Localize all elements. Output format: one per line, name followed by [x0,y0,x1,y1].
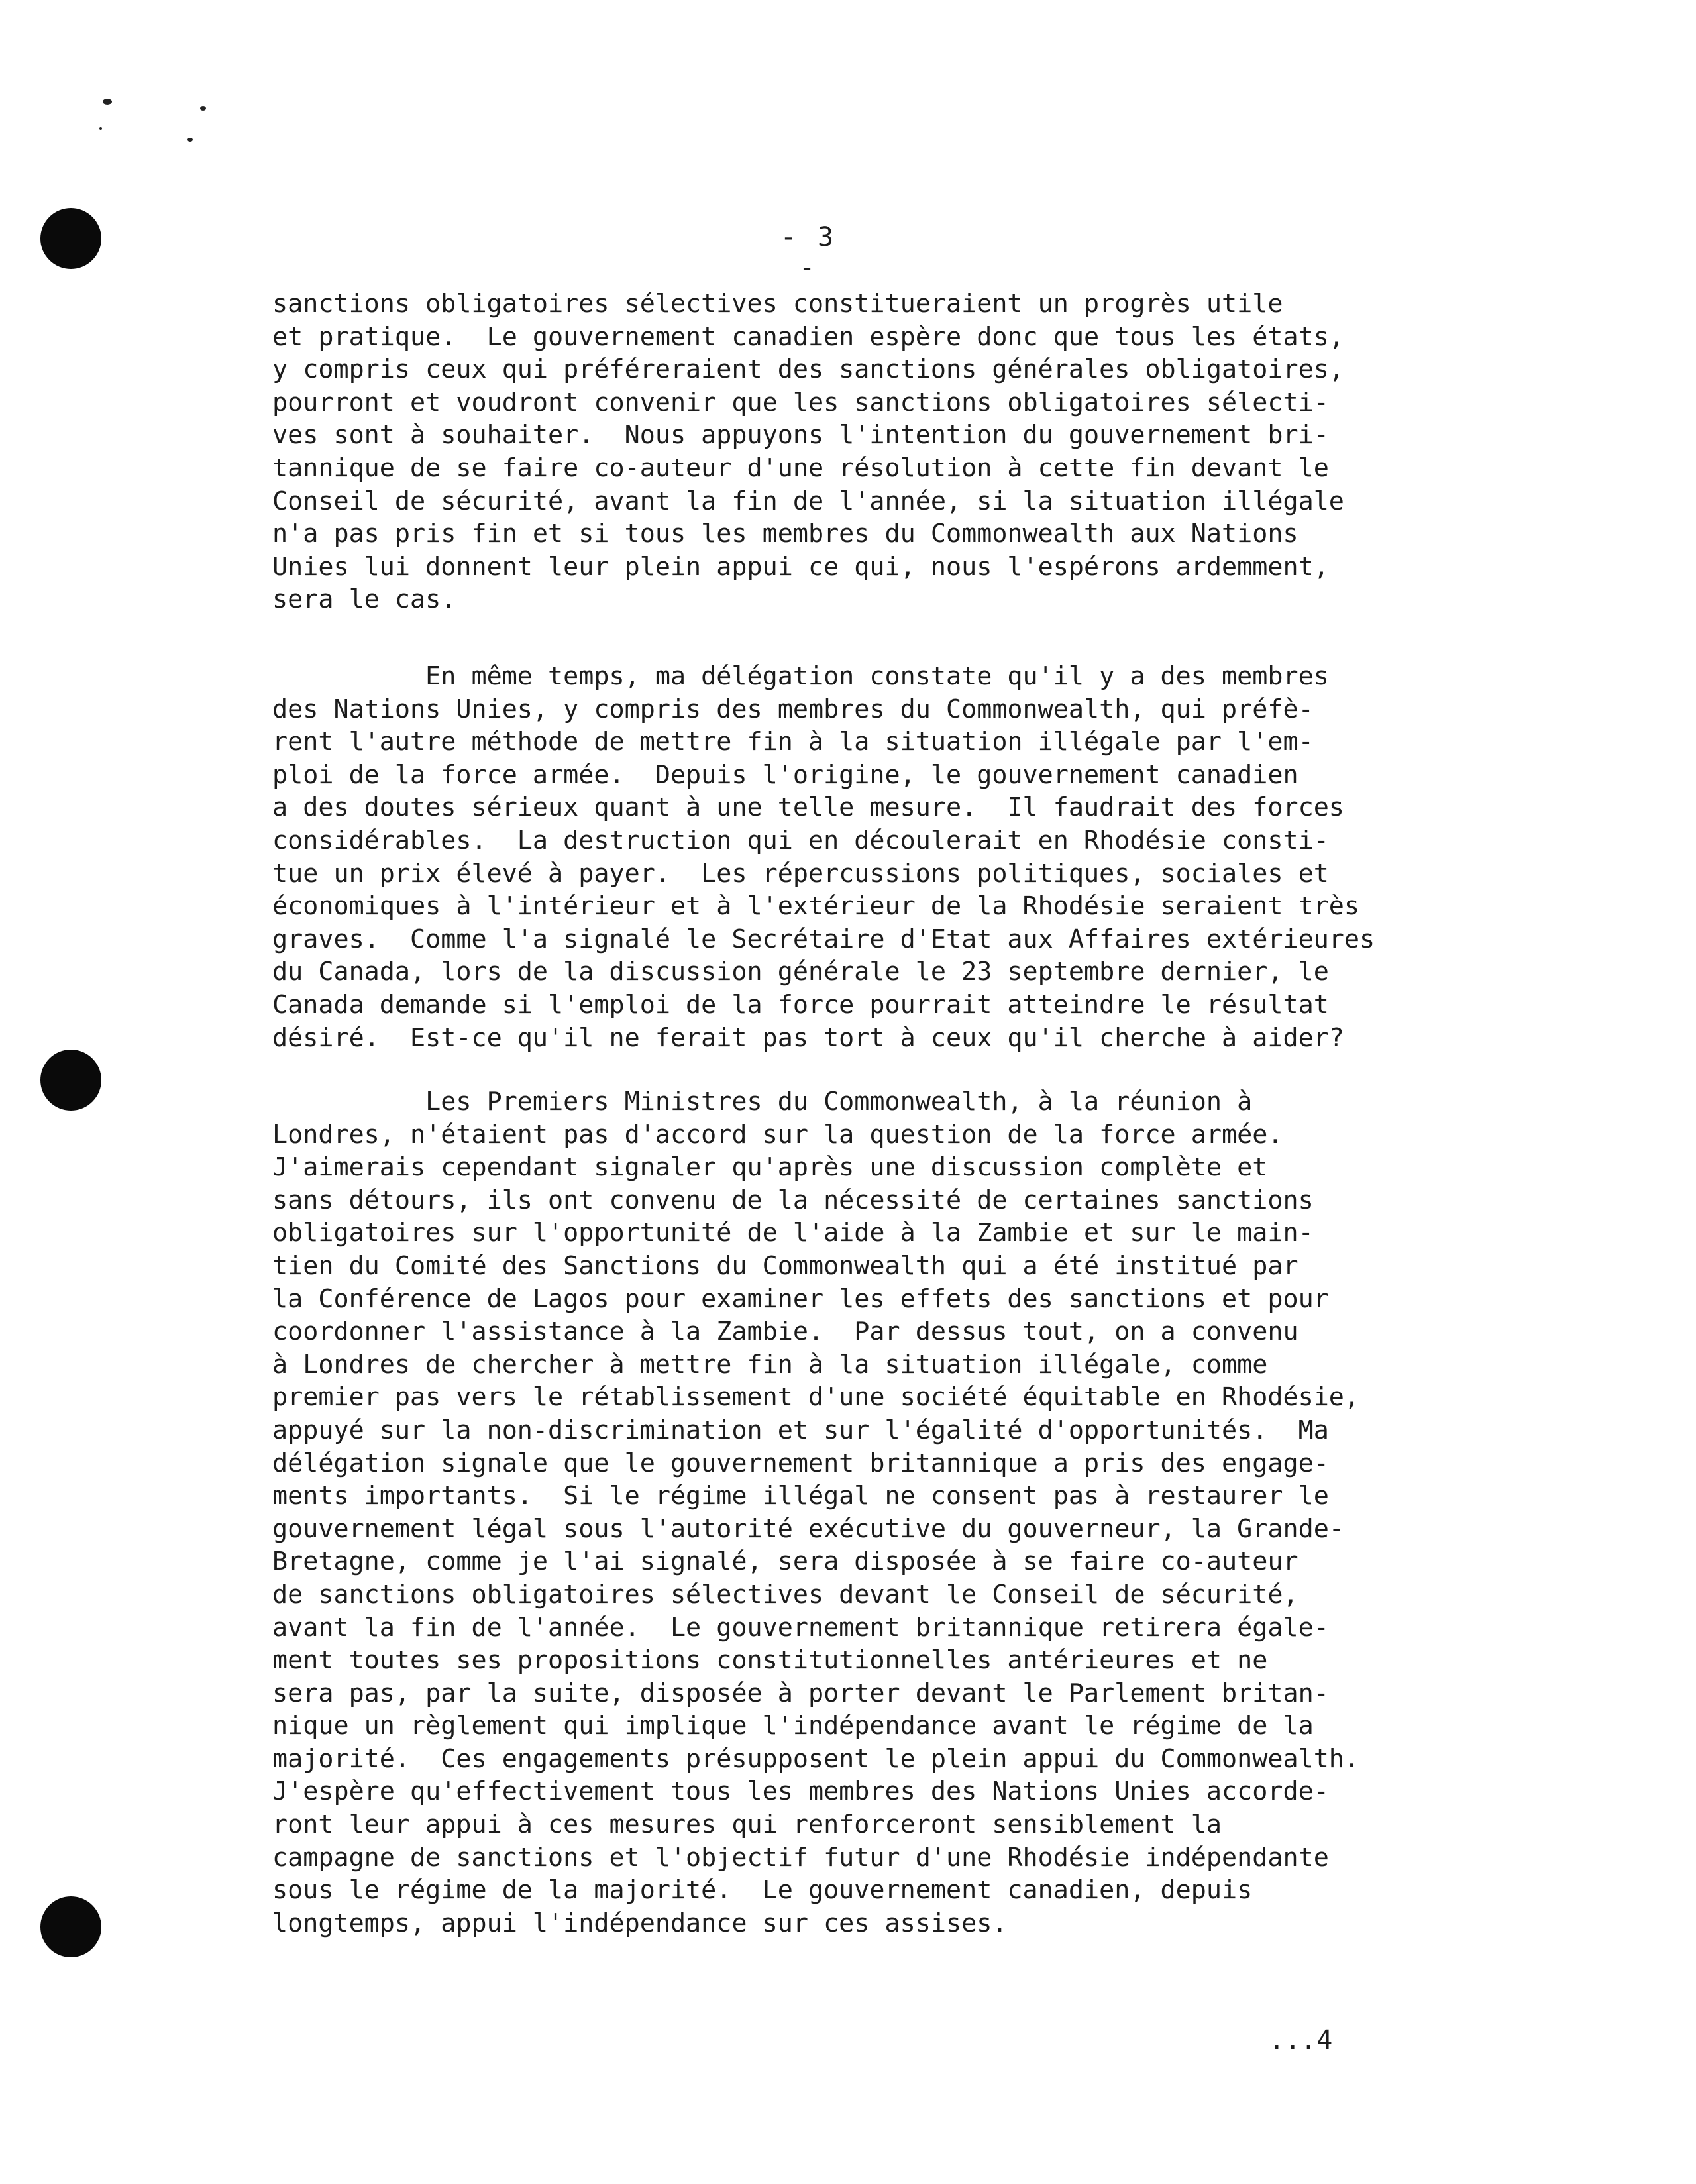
paragraph-1 [272,288,1478,616]
text-line: délégation signale que le gouvernement britannique a pris des engage- [272,1448,1329,1478]
scan-speck [187,138,193,142]
text-line: considérables. La destruction qui en découlerait en Rhodésie consti- [272,825,1329,855]
text-line: appuyé sur la non-discrimination et sur l'égalité d'opportunités. Ma [272,1415,1329,1445]
text-line: premier pas vers le rétablissement d'une société équitable en Rhodésie, [272,1382,1360,1413]
scan-speck [200,106,206,111]
text-line: Canada demande si l'emploi de la force pourrait atteindre le résultat [272,989,1329,1020]
text-line: du Canada, lors de la discussion générale le 23 septembre dernier, le [272,957,1329,987]
punch-hole-bottom [40,1896,101,1957]
text-line: majorité. Ces engagements présupposent le plein appui du Commonwealth. [272,1743,1360,1774]
continuation-marker: ...4 [1269,2025,1333,2055]
text-line: avant la fin de l'année. Le gouvernement britannique retirera égale- [272,1612,1329,1643]
text-line: longtemps, appui l'indépendance sur ces assises. [272,1908,1008,1938]
text-line: Les Premiers Ministres du Commonwealth, à la réunion à [272,1087,1253,1117]
text-line: a des doutes sérieux quant à une telle mesure. Il faudrait des forces [272,792,1344,823]
text-line: ront leur appui à ces mesures qui renforceront sensiblement la [272,1810,1222,1840]
text-line: campagne de sanctions et l'objectif futur d'une Rhodésie indépendante [272,1842,1329,1873]
text-line: sanctions obligatoires sélectives constitueraient un progrès utile [272,289,1283,319]
text-line: la Conférence de Lagos pour examiner les effets des sanctions et pour [272,1283,1329,1314]
text-line: et pratique. Le gouvernement canadien espère donc que tous les états, [272,321,1344,352]
text-line: tien du Comité des Sanctions du Commonwealth qui a été institué par [272,1250,1298,1281]
text-line: coordonner l'assistance à la Zambie. Par dessus tout, on a convenu [272,1317,1298,1347]
text-line: En même temps, ma délégation constate qu'il y a des membres [272,661,1329,691]
text-line: pourront et voudront convenir que les sanctions obligatoires sélecti- [272,387,1329,417]
text-line: ploi de la force armée. Depuis l'origine, le gouvernement canadien [272,759,1298,790]
text-line: nique un règlement qui implique l'indépendance avant le régime de la [272,1711,1314,1741]
text-line: de sanctions obligatoires sélectives devant le Conseil de sécurité, [272,1579,1298,1610]
text-line: tue un prix élevé à payer. Les répercussions politiques, sociales et [272,858,1329,889]
text-line: gouvernement légal sous l'autorité exécutive du gouverneur, la Grande- [272,1513,1344,1544]
text-line: tannique de se faire co-auteur d'une résolution à cette fin devant le [272,453,1329,483]
text-line: Unies lui donnent leur plein appui ce qui, nous l'espérons ardemment, [272,551,1329,582]
text-line: ves sont à souhaiter. Nous appuyons l'intention du gouvernement bri- [272,420,1329,451]
scan-speck [103,99,112,105]
text-line: sous le régime de la majorité. Le gouvernement canadien, depuis [272,1875,1253,1906]
text-line: ment toutes ses propositions constitutionnelles antérieures et ne [272,1645,1268,1676]
paragraph-2 [272,660,1478,1054]
text-line: des Nations Unies, y compris des membres du Commonwealth, qui préfè- [272,694,1314,724]
text-line: économiques à l'intérieur et à l'extérieur de la Rhodésie seraient très [272,891,1360,922]
punch-hole-middle [40,1050,101,1111]
text-line: Conseil de sécurité, avant la fin de l'année, si la situation illégale [272,486,1344,516]
text-line: Londres, n'étaient pas d'accord sur la question de la force armée. [272,1119,1283,1150]
punch-hole-top [40,208,101,269]
text-line: J'espère qu'effectivement tous les membres des Nations Unies accorde- [272,1776,1329,1807]
page-number: - 3 - [780,222,837,283]
scan-speck [99,127,102,130]
text-line: rent l'autre méthode de mettre fin à la situation illégale par l'em- [272,727,1314,757]
text-line: à Londres de chercher à mettre fin à la situation illégale, comme [272,1349,1268,1380]
text-line: sera le cas. [272,584,456,615]
text-line: y compris ceux qui préféreraient des sanctions générales obligatoires, [272,355,1344,385]
text-line: sans détours, ils ont convenu de la nécessité de certaines sanctions [272,1185,1314,1215]
paragraph-3 [272,1085,1478,1939]
text-line: ments importants. Si le régime illégal ne consent pas à restaurer le [272,1481,1329,1511]
text-line: graves. Comme l'a signalé le Secrétaire d'Etat aux Affaires extérieures [272,924,1375,954]
text-line: Bretagne, comme je l'ai signalé, sera disposée à se faire co-auteur [272,1547,1298,1577]
text-line: J'aimerais cependant signaler qu'après une discussion complète et [272,1152,1268,1183]
text-line: n'a pas pris fin et si tous les membres du Commonwealth aux Nations [272,519,1298,549]
text-line: désiré. Est-ce qu'il ne ferait pas tort à ceux qu'il cherche à aider? [272,1022,1344,1053]
text-line: obligatoires sur l'opportunité de l'aide à la Zambie et sur le main- [272,1218,1314,1248]
text-line: sera pas, par la suite, disposée à porter devant le Parlement britan- [272,1678,1329,1708]
